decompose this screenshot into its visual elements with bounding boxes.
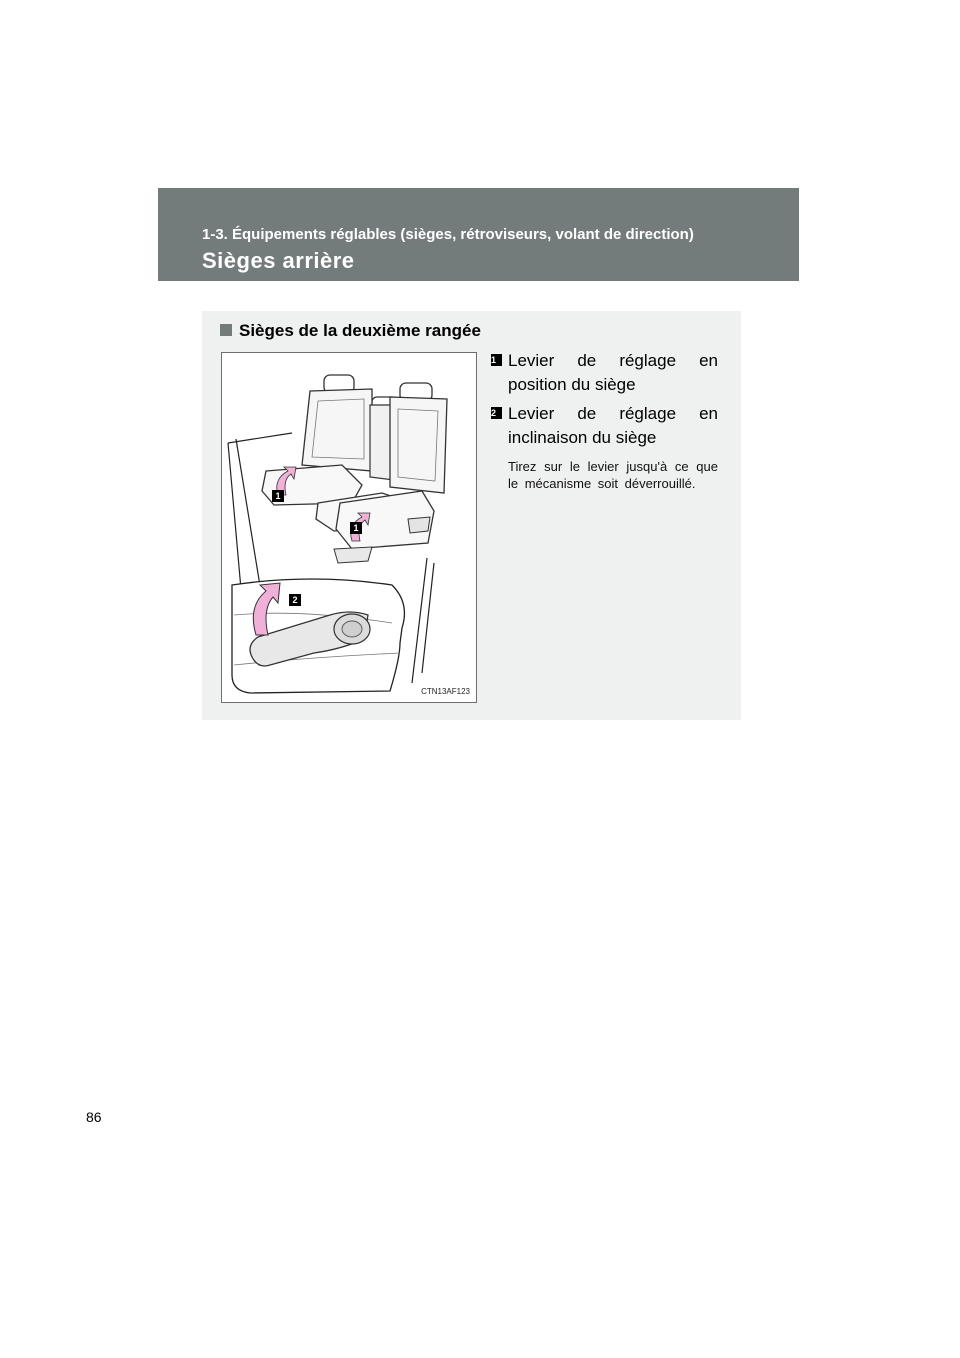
subheading-text: Sièges de la deuxième rangée bbox=[239, 321, 481, 340]
content-panel bbox=[202, 311, 741, 720]
list-item bbox=[491, 402, 718, 450]
page-number: 86 bbox=[86, 1109, 102, 1125]
item-text: Levier de réglage en position du siège bbox=[508, 351, 718, 394]
list-item bbox=[491, 349, 718, 397]
callout-1-a: 1 bbox=[272, 490, 284, 502]
item-text: Levier de réglage en inclinaison du siège bbox=[508, 404, 718, 447]
item-number-badge: 1 bbox=[491, 354, 502, 366]
square-bullet-icon bbox=[220, 324, 232, 336]
item-list bbox=[491, 349, 718, 492]
page-title: Sièges arrière bbox=[202, 248, 355, 273]
callout-1-b: 1 bbox=[350, 522, 362, 534]
subheading bbox=[220, 321, 481, 341]
seat-illustration bbox=[221, 352, 477, 703]
section-title: 1-3. Équipements réglables (sièges, rétroviseurs, volant de direction) bbox=[202, 226, 694, 243]
figure-code: CTN13AF123 bbox=[421, 687, 470, 696]
item-number-badge: 2 bbox=[491, 407, 502, 419]
note-text: Tirez sur le levier jusqu'à ce que le mécanisme soit déverrouillé. bbox=[508, 459, 718, 491]
chapter-header bbox=[158, 188, 799, 281]
callout-2: 2 bbox=[289, 594, 301, 606]
